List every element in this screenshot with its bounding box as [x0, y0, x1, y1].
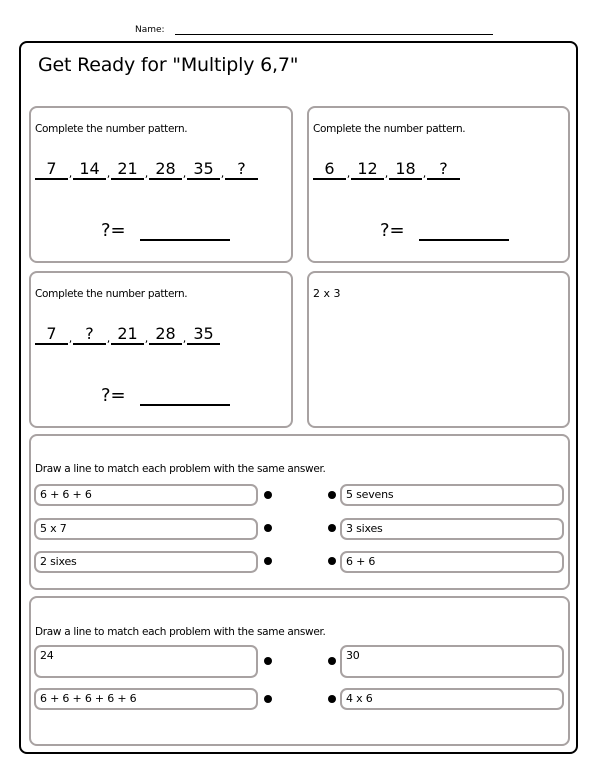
- match-dot-left[interactable]: [264, 657, 272, 665]
- sequence-term: 18: [389, 160, 422, 180]
- separator: ,: [106, 332, 111, 345]
- separator: ,: [144, 167, 149, 180]
- sequence-term: 28: [149, 160, 182, 180]
- answer-blank[interactable]: [140, 221, 230, 241]
- sequence-term: 35: [187, 325, 220, 345]
- answer-blank[interactable]: [419, 221, 509, 241]
- match-right-item[interactable]: 3 sixes: [340, 518, 564, 540]
- answer-prompt: ?=: [380, 220, 405, 241]
- match-right-item[interactable]: 4 x 6: [340, 688, 564, 710]
- match-left-item[interactable]: 6 + 6 + 6 + 6 + 6: [34, 688, 258, 710]
- matching-1-instruction: Draw a line to match each problem with the same answer.: [35, 463, 326, 475]
- sequence-term: 21: [111, 325, 144, 345]
- sequence-term: ?: [73, 325, 106, 345]
- problem-panel-4[interactable]: [307, 271, 570, 428]
- separator: ,: [346, 167, 351, 180]
- match-dot-left[interactable]: [264, 491, 272, 499]
- match-dot-right[interactable]: [328, 524, 336, 532]
- problem-4-question: 2 x 3: [313, 287, 341, 300]
- sequence-term: 28: [149, 325, 182, 345]
- separator: ,: [144, 332, 149, 345]
- match-dot-right[interactable]: [328, 695, 336, 703]
- problem-1-answer: [101, 220, 230, 241]
- match-dot-left[interactable]: [264, 695, 272, 703]
- match-dot-right[interactable]: [328, 491, 336, 499]
- separator: ,: [182, 332, 187, 345]
- sequence-term: ?: [427, 160, 460, 180]
- problem-2-answer: [380, 220, 509, 241]
- answer-prompt: ?=: [101, 220, 126, 241]
- sequence-term: 14: [73, 160, 106, 180]
- problem-2-sequence: [313, 160, 460, 180]
- sequence-term: ?: [225, 160, 258, 180]
- separator: ,: [68, 167, 73, 180]
- matching-2-instruction: Draw a line to match each problem with the same answer.: [35, 626, 326, 638]
- problem-1-sequence: [35, 160, 258, 180]
- answer-blank[interactable]: [140, 386, 230, 406]
- sequence-term: 12: [351, 160, 384, 180]
- separator: ,: [422, 167, 427, 180]
- match-dot-right[interactable]: [328, 557, 336, 565]
- sequence-term: 7: [35, 325, 68, 345]
- sequence-term: 35: [187, 160, 220, 180]
- problem-1-instruction: Complete the number pattern.: [35, 123, 188, 135]
- separator: ,: [68, 332, 73, 345]
- sequence-term: 21: [111, 160, 144, 180]
- worksheet-title: Get Ready for "Multiply 6,7": [38, 54, 299, 76]
- separator: ,: [384, 167, 389, 180]
- match-dot-left[interactable]: [264, 524, 272, 532]
- problem-2-instruction: Complete the number pattern.: [313, 123, 466, 135]
- match-right-item[interactable]: 5 sevens: [340, 484, 564, 506]
- problem-3-instruction: Complete the number pattern.: [35, 288, 188, 300]
- separator: ,: [106, 167, 111, 180]
- match-left-item[interactable]: 2 sixes: [34, 551, 258, 573]
- problem-3-sequence: [35, 325, 220, 345]
- answer-prompt: ?=: [101, 385, 126, 406]
- match-dot-right[interactable]: [328, 657, 336, 665]
- match-left-item[interactable]: 24: [34, 645, 258, 678]
- sequence-term: 6: [313, 160, 346, 180]
- separator: ,: [182, 167, 187, 180]
- name-input-line[interactable]: [175, 34, 493, 35]
- separator: ,: [220, 167, 225, 180]
- match-right-item[interactable]: 6 + 6: [340, 551, 564, 573]
- match-left-item[interactable]: 5 x 7: [34, 518, 258, 540]
- match-left-item[interactable]: 6 + 6 + 6: [34, 484, 258, 506]
- match-dot-left[interactable]: [264, 557, 272, 565]
- sequence-term: 7: [35, 160, 68, 180]
- match-right-item[interactable]: 30: [340, 645, 564, 678]
- problem-3-answer: [101, 385, 230, 406]
- name-label: Name:: [135, 25, 165, 35]
